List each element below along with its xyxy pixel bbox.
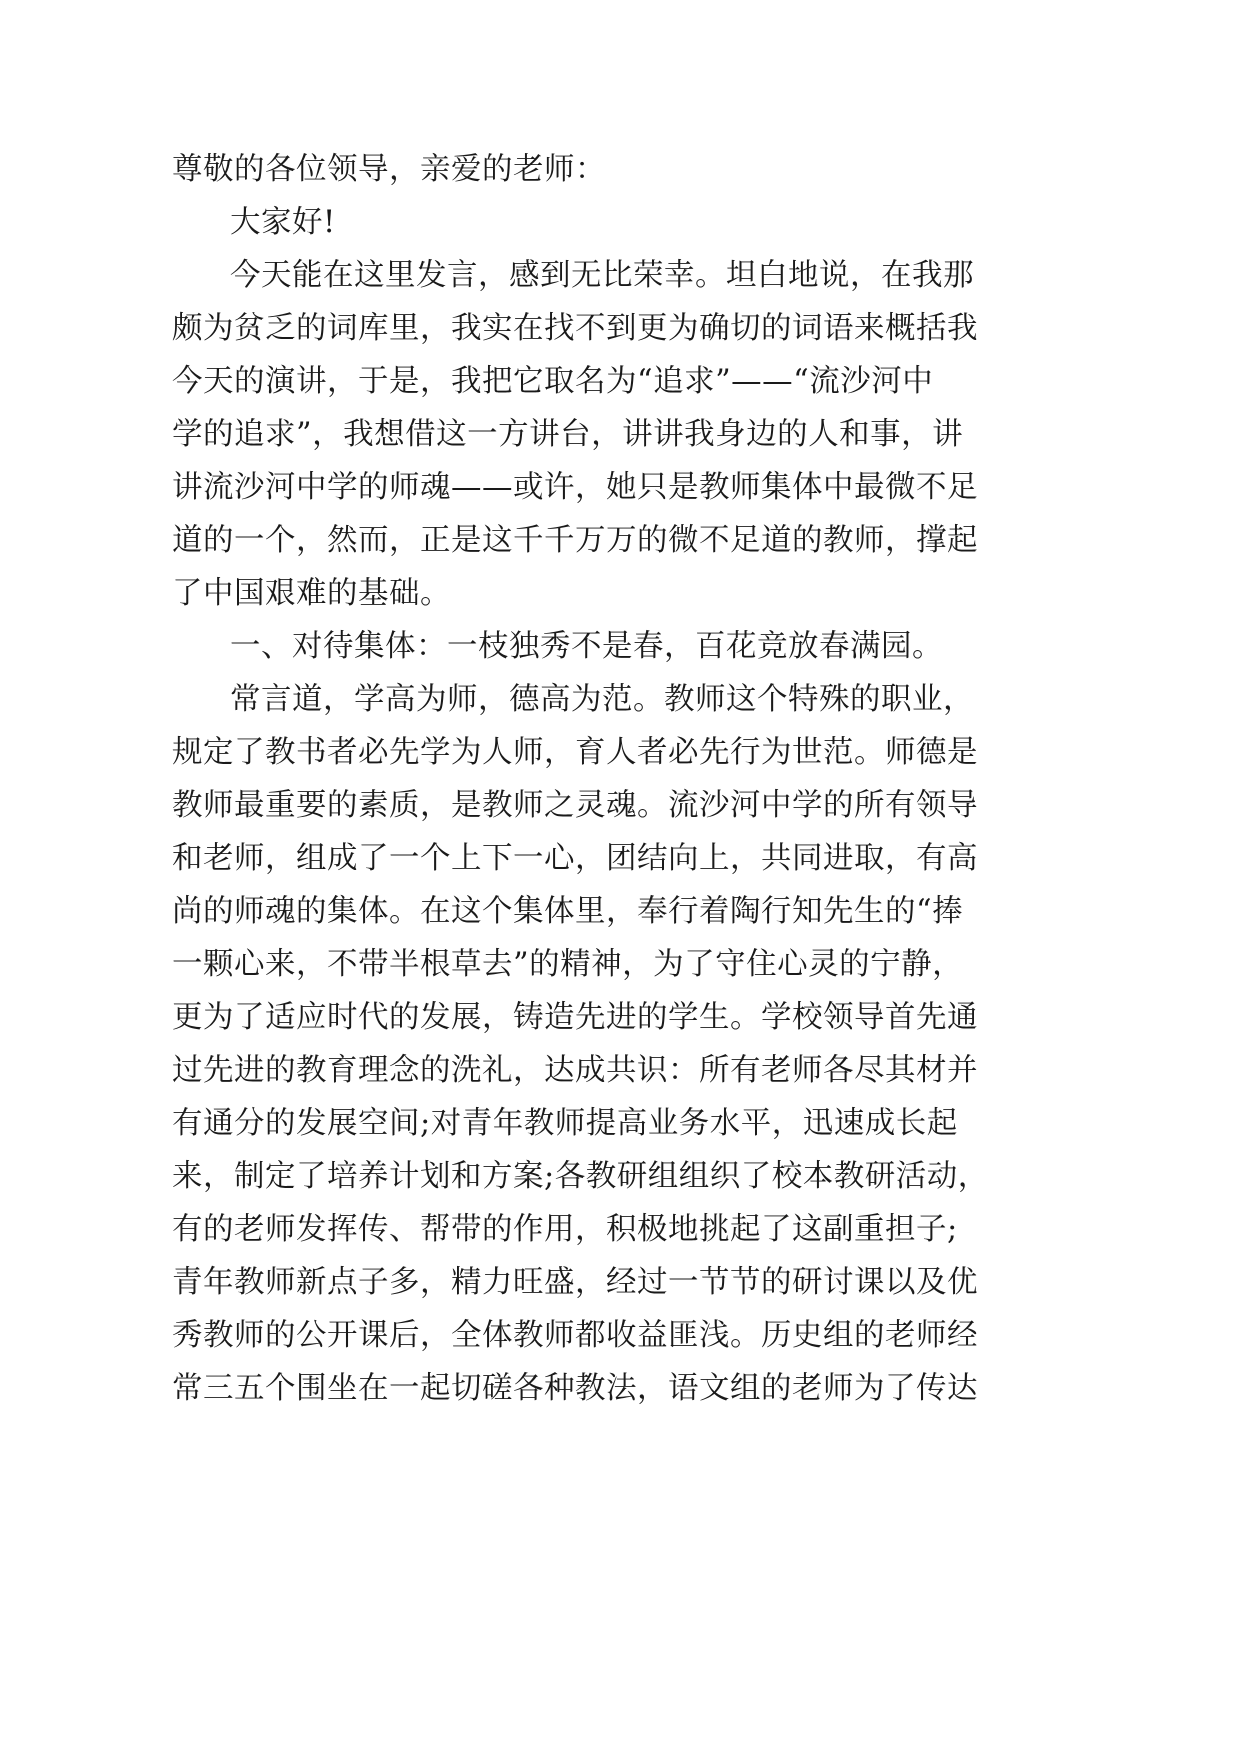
text-line: 道的一个，然而，正是这千千万万的微不足道的教师，撑起: [172, 523, 978, 558]
text-line: 来，制定了培养计划和方案;各教研组组织了校本教研活动，: [172, 1159, 989, 1194]
text-line: 颇为贫乏的词库里，我实在找不到更为确切的词语来概括我: [172, 311, 978, 346]
greeting-line: 大家好!: [230, 205, 336, 240]
text-line: 青年教师新点子多，精力旺盛，经过一节节的研讨课以及优: [172, 1265, 978, 1300]
text-line: 教师最重要的素质，是教师之灵魂。流沙河中学的所有领导: [172, 788, 978, 823]
text-line: 和老师，组成了一个上下一心，团结向上，共同进取，有高: [172, 841, 978, 876]
text-line: 有通分的发展空间;对青年教师提高业务水平，迅速成长起: [172, 1106, 958, 1141]
text-line: 过先进的教育理念的洗礼，达成共识：所有老师各尽其材并: [172, 1053, 978, 1088]
text-line: 尚的师魂的集体。在这个集体里，奉行着陶行知先生的“捧: [172, 894, 964, 929]
text-line: 讲流沙河中学的师魂——或许，她只是教师集体中最微不足: [172, 470, 978, 505]
salutation-line: 尊敬的各位领导，亲爱的老师：: [172, 152, 606, 187]
text-line: 学的追求”，我想借这一方讲台，讲讲我身边的人和事，讲: [172, 417, 964, 452]
text-line: 有的老师发挥传、帮带的作用，积极地挑起了这副重担子;: [172, 1212, 958, 1247]
text-line: 规定了教书者必先学为人师，育人者必先行为世范。师德是: [172, 735, 978, 770]
text-line: 秀教师的公开课后，全体教师都收益匪浅。历史组的老师经: [172, 1318, 978, 1353]
text-line: 常言道，学高为师，德高为范。教师这个特殊的职业，: [230, 682, 974, 717]
text-line: 一颗心来，不带半根草去”的精神，为了守住心灵的宁静，: [172, 947, 964, 982]
text-line: 今天能在这里发言，感到无比荣幸。坦白地说，在我那: [230, 258, 974, 293]
section-heading: 一、对待集体：一枝独秀不是春，百花竞放春满园。: [230, 629, 943, 664]
text-line: 更为了适应时代的发展，铸造先进的学生。学校领导首先通: [172, 1000, 978, 1035]
text-line: 了中国艰难的基础。: [172, 576, 451, 611]
text-line: 今天的演讲，于是，我把它取名为“追求”——“流沙河中: [172, 364, 934, 399]
text-line: 常三五个围坐在一起切磋各种教法，语文组的老师为了传达: [172, 1371, 978, 1406]
